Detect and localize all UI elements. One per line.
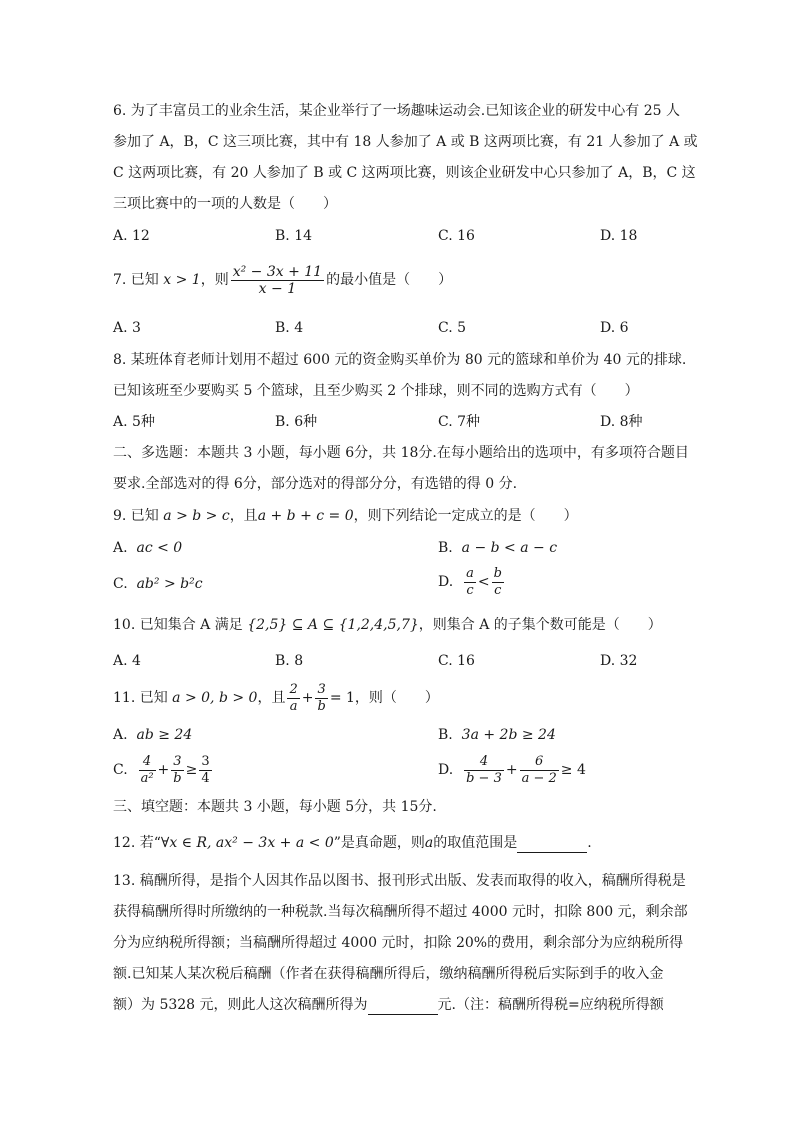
q11-option-c-rel: ≥ bbox=[185, 762, 198, 778]
q13-line-3: 分为应纳税所得额；当稿酬所得超过 4000 元时，扣除 20%的费用，剩余部分为应纳税所得 bbox=[113, 935, 684, 951]
q6-option-d: D. 18 bbox=[600, 228, 638, 244]
q11-option-c-num-3: 3 bbox=[201, 753, 210, 769]
q8-option-d: D. 8种 bbox=[600, 414, 643, 430]
q11-option-c-fraction-1 bbox=[139, 754, 156, 787]
q7-prefix: 7. 已知 bbox=[113, 272, 159, 288]
q13-line-4: 额.已知某人某次税后稿酬（作者在获得稿酬所得后，缴纳稿酬所得税后实际到手的收入金 bbox=[113, 966, 664, 982]
q7-suffix: 的最小值是（ ） bbox=[326, 272, 453, 288]
q9-option-c-label: C. bbox=[113, 576, 128, 592]
q10-option-c: C. 16 bbox=[438, 653, 475, 669]
q9-option-a bbox=[113, 538, 182, 558]
q11-option-b bbox=[438, 725, 556, 745]
q9-stem bbox=[113, 506, 578, 526]
q12-stem bbox=[113, 833, 592, 853]
q11-option-a-formula: ab ≥ 24 bbox=[136, 727, 193, 743]
section3-line-1: 三、填空题：本题共 3 小题，每小题 5分，共 15分. bbox=[113, 799, 437, 815]
q11-option-d-den-2: a − 2 bbox=[521, 770, 557, 786]
q8-option-c: C. 7种 bbox=[438, 414, 481, 430]
q6-option-c: C. 16 bbox=[438, 228, 475, 244]
q9-option-c-formula: ab² > b²c bbox=[136, 576, 203, 592]
q9-option-b bbox=[438, 538, 557, 558]
q10-prefix: 10. 已知集合 A 满足 bbox=[113, 617, 243, 633]
q7-stem bbox=[113, 262, 452, 298]
q11-option-d-num-1: 4 bbox=[464, 754, 504, 771]
q11-suffix: ，则（ ） bbox=[354, 690, 439, 706]
q11-den-1: a bbox=[289, 698, 298, 714]
q6-line-4: 三项比赛中的一项的人数是（ ） bbox=[113, 196, 337, 212]
q11-den-2: b bbox=[317, 698, 326, 714]
q11-option-c-label: C. bbox=[113, 762, 128, 778]
q8-option-a: A. 5种 bbox=[113, 414, 155, 430]
q11-mid: ，且 bbox=[257, 690, 286, 706]
q10-option-b: B. 8 bbox=[275, 653, 304, 669]
q11-num-1: 2 bbox=[289, 681, 298, 697]
q9-option-b-label: B. bbox=[438, 540, 453, 556]
q12-end: . bbox=[587, 835, 592, 851]
q12-var: a bbox=[424, 835, 434, 851]
q6-option-b: B. 14 bbox=[275, 228, 313, 244]
q9-option-d-fraction-2 bbox=[492, 566, 504, 599]
q9-option-a-label: A. bbox=[113, 540, 128, 556]
q13-line-5 bbox=[113, 995, 664, 1015]
q11-option-c-fraction-2 bbox=[171, 754, 183, 787]
q9-option-d-num-2: b bbox=[493, 565, 502, 581]
q8-option-b: B. 6种 bbox=[275, 414, 318, 430]
q11-option-c-den-3: 4 bbox=[201, 770, 210, 786]
q12-mid: ”是真命题，则 bbox=[333, 835, 425, 851]
q8-line-2: 已知该班至少要购买 5 个篮球，且至少购买 2 个排球，则不同的选购方式有（ ） bbox=[113, 383, 639, 399]
q9-prefix: 9. 已知 bbox=[113, 508, 159, 524]
q9-condition-2: a + b + c = 0 bbox=[257, 508, 354, 524]
q11-option-c-num-2: 3 bbox=[171, 754, 183, 771]
q10-suffix: ，则集合 A 的子集个数可能是（ ） bbox=[418, 617, 662, 633]
q13-line-5b: 元.（注：稿酬所得税=应纳税所得额 bbox=[437, 997, 664, 1013]
q7-option-d: D. 6 bbox=[600, 320, 629, 336]
q11-prefix: 11. 已知 bbox=[113, 690, 168, 706]
q9-option-d-fraction-1 bbox=[464, 566, 476, 599]
q11-condition: a > 0, b > 0 bbox=[172, 690, 258, 706]
q9-option-b-formula: a − b < a − c bbox=[461, 540, 558, 556]
q7-fraction bbox=[231, 264, 324, 297]
q6-line-2: 参加了 A，B，C 这三项比赛，其中有 18 人参加了 A 或 B 这两项比赛，有 21 人参加了 A 或 bbox=[113, 134, 698, 150]
q6-option-a: A. 12 bbox=[113, 228, 150, 244]
q12-prefix: 12. 若“ bbox=[113, 835, 161, 851]
q13-answer-blank[interactable] bbox=[368, 1000, 438, 1015]
q7-condition: x > 1 bbox=[163, 272, 201, 288]
q9-option-d-den-1: c bbox=[466, 582, 474, 598]
q11-fraction-1 bbox=[287, 682, 299, 715]
q11-stem: 11. 已知 a > 0, b > 0，且 $\frac{2}{a}$ + $\frac{3}{b}$ = 1，则（ ） bbox=[113, 681, 439, 714]
q9-condition-1: a > b > c bbox=[163, 508, 230, 524]
q9-option-c bbox=[113, 574, 203, 594]
q13-line-1: 13. 稿酬所得，是指个人因其作品以图书、报刊形式出版、发表而取得的收入，稿酬所得税是 bbox=[113, 873, 686, 889]
q9-option-d-den-2: c bbox=[494, 582, 502, 598]
q11-option-d-den-1: b − 3 bbox=[466, 770, 502, 786]
q7-option-b: B. 4 bbox=[275, 320, 304, 336]
q9-option-d-label: D. bbox=[438, 574, 454, 590]
q11-option-a-label: A. bbox=[113, 727, 128, 743]
q7-then: ，则 bbox=[200, 272, 229, 288]
q12-formula: ∀x ∈ R, ax² − 3x + a < 0 bbox=[160, 835, 334, 851]
q11-eq: = 1 bbox=[329, 690, 355, 706]
q11-option-d-rel: ≥ 4 bbox=[560, 762, 586, 778]
q12-answer-blank[interactable] bbox=[517, 838, 587, 853]
q9-suffix: ，则下列结论一定成立的是（ ） bbox=[353, 508, 578, 524]
q11-option-a bbox=[113, 725, 192, 745]
q11-num-2: 3 bbox=[315, 682, 327, 699]
section2-line-1: 二、多选题：本题共 3 小题，每小题 6分，共 18分.在每小题给出的选项中，有多项符合题目 bbox=[113, 445, 689, 461]
q10-set-relation: {2,5} ⊆ A ⊆ {1,2,4,5,7} bbox=[247, 617, 419, 633]
section2-line-2: 要求.全部选对的得 6分，部分选对的得部分分，有选错的得 0 分. bbox=[113, 476, 518, 492]
q7-option-a: A. 3 bbox=[113, 320, 141, 336]
q10-option-d: D. 32 bbox=[600, 653, 638, 669]
q11-fraction-2 bbox=[315, 682, 327, 715]
q11-option-d-fraction-2 bbox=[520, 754, 559, 787]
q6-line-1: 6. 为了丰富员工的业余生活，某企业举行了一场趣味运动会.已知该企业的研发中心有 25 人 bbox=[113, 103, 680, 119]
q11-option-c-num-1: 4 bbox=[139, 754, 156, 771]
q11-option-d-label: D. bbox=[438, 762, 454, 778]
q11-option-c-den-2: b bbox=[173, 770, 182, 786]
q7-numerator: x² − 3x + 11 bbox=[232, 263, 323, 280]
q12-suffix: 的取值范围是 bbox=[433, 835, 518, 851]
q11-option-d-fraction-1 bbox=[464, 754, 504, 787]
q9-mid: ，且 bbox=[229, 508, 258, 524]
q9-option-d-lt: < bbox=[477, 574, 490, 590]
q7-denominator: x − 1 bbox=[258, 280, 297, 297]
q11-option-d: D. $\frac{4}{b - 3}$ + $\frac{6}{a - 2}$ ≥ 4 bbox=[438, 753, 586, 786]
q9-option-d-num-1: a bbox=[466, 565, 474, 581]
q9-option-d bbox=[438, 564, 506, 600]
q11-option-c-fraction-3 bbox=[199, 754, 211, 787]
q11-option-c-den-1: a² bbox=[140, 770, 154, 786]
q11-option-c: C. $\frac{4}{\text{a²}}$ + $\frac{3}{b}$ ≥ $\frac{3}{4}$ bbox=[113, 753, 210, 786]
q11-option-b-label: B. bbox=[438, 727, 453, 743]
q10-stem bbox=[113, 615, 662, 635]
q11-option-d-num-2: 6 bbox=[520, 754, 559, 771]
q9-option-a-formula: ac < 0 bbox=[136, 540, 183, 556]
q13-line-2: 获得稿酬所得时所缴纳的一种税款.当每次稿酬所得不超过 4000 元时，扣除 800 元，剩余部 bbox=[113, 904, 688, 920]
q6-line-3: C 这两项比赛，有 20 人参加了 B 或 C 这两项比赛，则该企业研发中心只参加了 A，B，C 这 bbox=[113, 165, 696, 181]
q11-option-b-formula: 3a + 2b ≥ 24 bbox=[461, 727, 556, 743]
q10-option-a: A. 4 bbox=[113, 653, 141, 669]
q13-line-5a: 额）为 5328 元，则此人这次稿酬所得为 bbox=[113, 997, 368, 1013]
q8-line-1: 8. 某班体育老师计划用不超过 600 元的资金购买单价为 80 元的篮球和单价为 40 元的排球. bbox=[113, 352, 687, 368]
q7-option-c: C. 5 bbox=[438, 320, 467, 336]
